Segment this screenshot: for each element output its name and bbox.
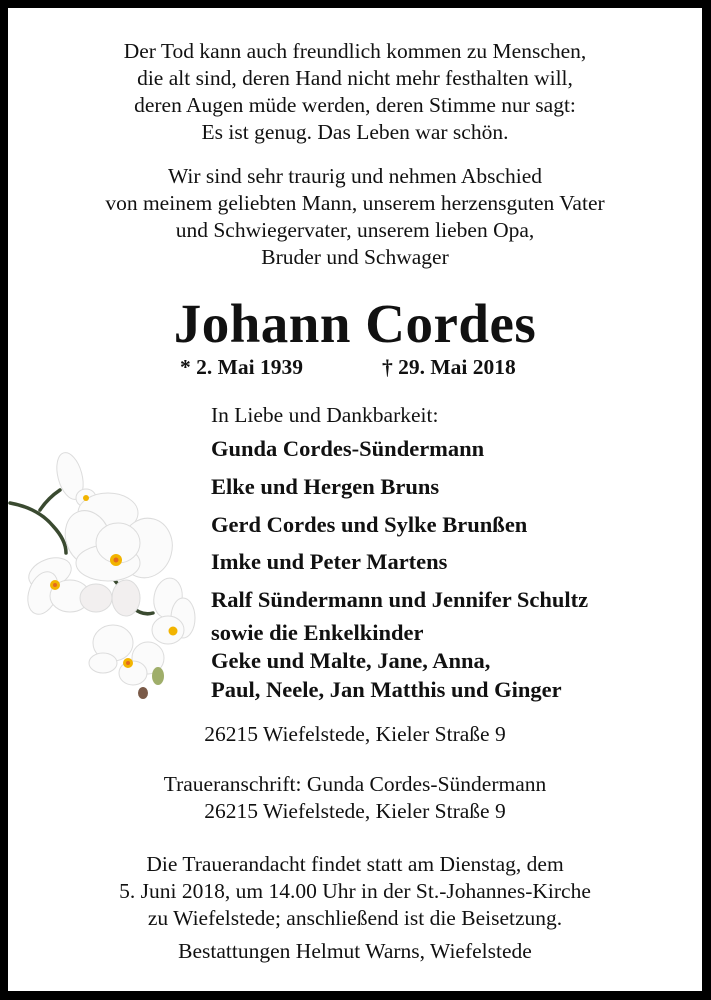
birth-date: * 2. Mai 1939 — [180, 355, 304, 379]
funeral-home-text: Bestattungen Helmut Warns, Wiefelstede — [178, 939, 532, 963]
grandchildren — [211, 619, 588, 705]
mourners-intro: In Liebe und Dankbarkeit: — [211, 403, 439, 427]
mourner-name: Gerd Cordes und Sylke Brunßen — [211, 511, 528, 537]
mourner-name: Elke und Hergen Bruns — [211, 473, 440, 499]
obituary-notice — [8, 8, 702, 991]
poem-line: deren Augen müde werden, deren Stimme nur sagt: — [134, 93, 576, 117]
ceremony-info — [8, 851, 702, 932]
poem-line: die alt sind, deren Hand nicht mehr festhalten will, — [137, 66, 573, 90]
grandchildren-line: sowie die Enkelkinder — [211, 619, 424, 645]
deceased-name: Johann Cordes — [173, 293, 537, 354]
mourning-address — [8, 771, 702, 825]
address-line: 26215 Wiefelstede, Kieler Straße 9 — [204, 722, 506, 746]
mourning-address-line: 26215 Wiefelstede, Kieler Straße 9 — [204, 799, 506, 823]
grandchildren-line: Geke und Malte, Jane, Anna, — [211, 648, 491, 674]
ceremony-line: Die Trauerandacht findet statt am Dienstag, dem — [146, 852, 564, 876]
poem-line: Der Tod kann auch freundlich kommen zu Menschen, — [123, 39, 587, 63]
home-address — [8, 721, 702, 748]
poem — [8, 38, 702, 146]
farewell-text — [8, 163, 702, 271]
farewell-line: Bruder und Schwager — [261, 245, 449, 269]
orchid-image — [8, 448, 208, 708]
poem-line: Es ist genug. Das Leben war schön. — [201, 120, 509, 144]
farewell-line: von meinem geliebten Mann, unserem herzensguten Vater — [105, 191, 605, 215]
funeral-home — [8, 938, 702, 965]
mourners-list — [211, 400, 588, 704]
farewell-line: und Schwiegervater, unserem lieben Opa, — [175, 218, 535, 242]
mourning-address-line: Traueranschrift: Gunda Cordes-Sündermann — [163, 772, 547, 796]
mourner-name: Gunda Cordes-Sündermann — [211, 436, 485, 461]
farewell-line: Wir sind sehr traurig und nehmen Abschied — [167, 164, 543, 188]
grandchildren-line: Paul, Neele, Jan Matthis und Ginger — [211, 676, 562, 702]
ceremony-line: zu Wiefelstede; anschließend ist die Beisetzung. — [147, 906, 563, 930]
mourner-name: Imke und Peter Martens — [211, 549, 448, 575]
death-date: † 29. Mai 2018 — [382, 355, 516, 379]
mourner-name: Ralf Sündermann und Jennifer Schultz — [211, 587, 589, 613]
ceremony-line: 5. Juni 2018, um 14.00 Uhr in der St.-Johannes-Kirche — [119, 879, 591, 903]
